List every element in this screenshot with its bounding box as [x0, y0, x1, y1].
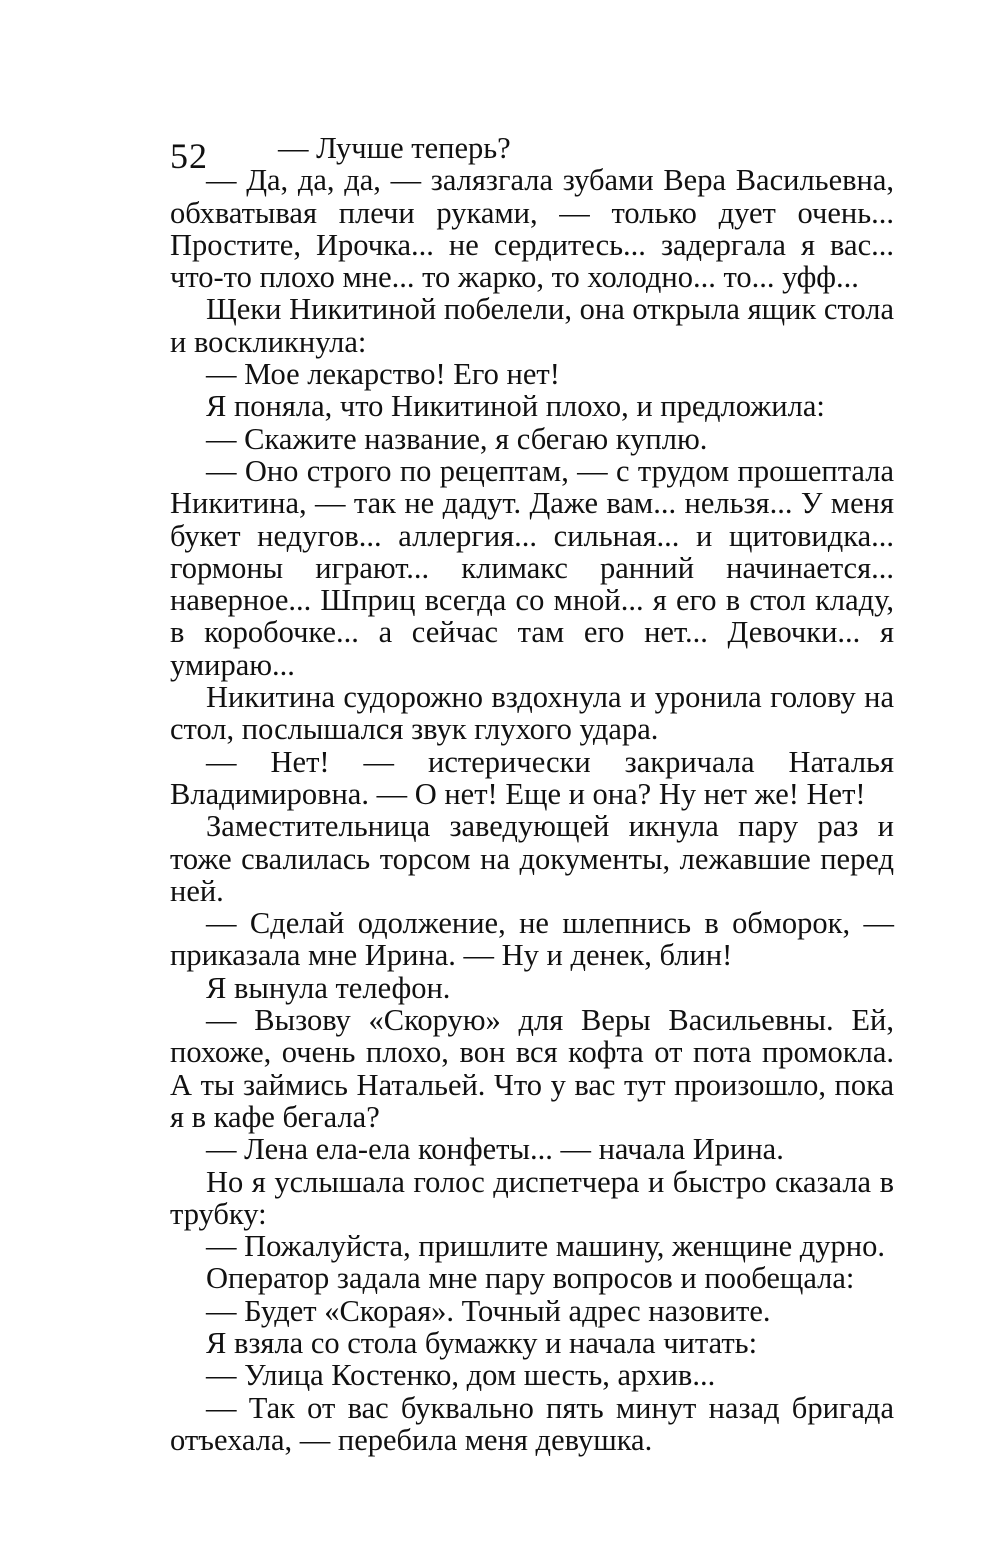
paragraph: Оператор задала мне пару вопросов и пообещала: — [206, 1261, 855, 1296]
paragraph: — Лучше теперь? — [278, 131, 511, 165]
body-text — [170, 132, 894, 1456]
paragraph: Я поняла, что Никитиной плохо, и предложила: — [206, 389, 825, 424]
paragraph: Заместительница заведующей икнула пару раз и тоже свалилась торсом на документы, лежавшие перед ней. — [170, 809, 894, 908]
paragraph: — Оно строго по рецептам, — с трудом прошептала Никитина, — так не дадут. Даже вам... нельзя... У меня букет недугов... аллергия... сильная... и щитовидка... гормоны играют... климакс ранний начинается... наверное... Шприц всегда со мной... я его в стол кладу, в коробочке... а сейчас там его нет... Девочки... я умираю... — [170, 453, 894, 682]
paragraph: Я вынула телефон. — [206, 970, 451, 1005]
paragraph: — Улица Костенко, дом шесть, архив... — [206, 1358, 716, 1393]
paragraph: — Сделай одолжение, не шлепнись в обморок, — приказала мне Ирина. — Ну и денек, блин! — [170, 906, 894, 973]
paragraph: — Мое лекарство! Его нет! — [206, 357, 560, 392]
paragraph: — Лена ела-ела конфеты... — начала Ирина. — [206, 1132, 784, 1167]
paragraph: — Нет! — истерически закричала Наталья Владимировна. — О нет! Еще и она? Ну нет же! Нет! — [170, 744, 894, 811]
paragraph: — Пожалуйста, пришлите машину, женщине дурно. — [206, 1229, 885, 1264]
paragraph: — Да, да, да, — залязгала зубами Вера Васильевна, обхватывая плечи руками, — только дует очень... Простите, Ирочка... не сердитесь... задергала я вас... что-то плохо мне... то жарко, то холодно... то... уфф... — [170, 163, 894, 295]
paragraph: — Так от вас буквально пять минут назад бригада отъехала, — перебила меня девушка. — [170, 1390, 894, 1457]
paragraph: Я взяла со стола бумажку и начала читать: — [206, 1325, 758, 1360]
page-number: 52 — [170, 136, 208, 176]
paragraph: Щеки Никитиной побелели, она открыла ящик стола и воскликнула: — [170, 292, 894, 359]
paragraph: — Вызову «Скорую» для Веры Васильевны. Ей, похоже, очень плохо, вон вся кофта от пота промокла. А ты займись Натальей. Что у вас тут произошло, пока я в кафе бегала? — [170, 1003, 894, 1134]
paragraph: Но я услышала голос диспетчера и быстро сказала в трубку: — [170, 1164, 894, 1231]
paragraph: — Будет «Скорая». Точный адрес назовите. — [206, 1293, 771, 1328]
paragraph: Никитина судорожно вздохнула и уронила голову на стол, послышался звук глухого удара. — [170, 680, 894, 747]
paragraph: — Скажите название, я сбегаю куплю. — [206, 421, 708, 456]
